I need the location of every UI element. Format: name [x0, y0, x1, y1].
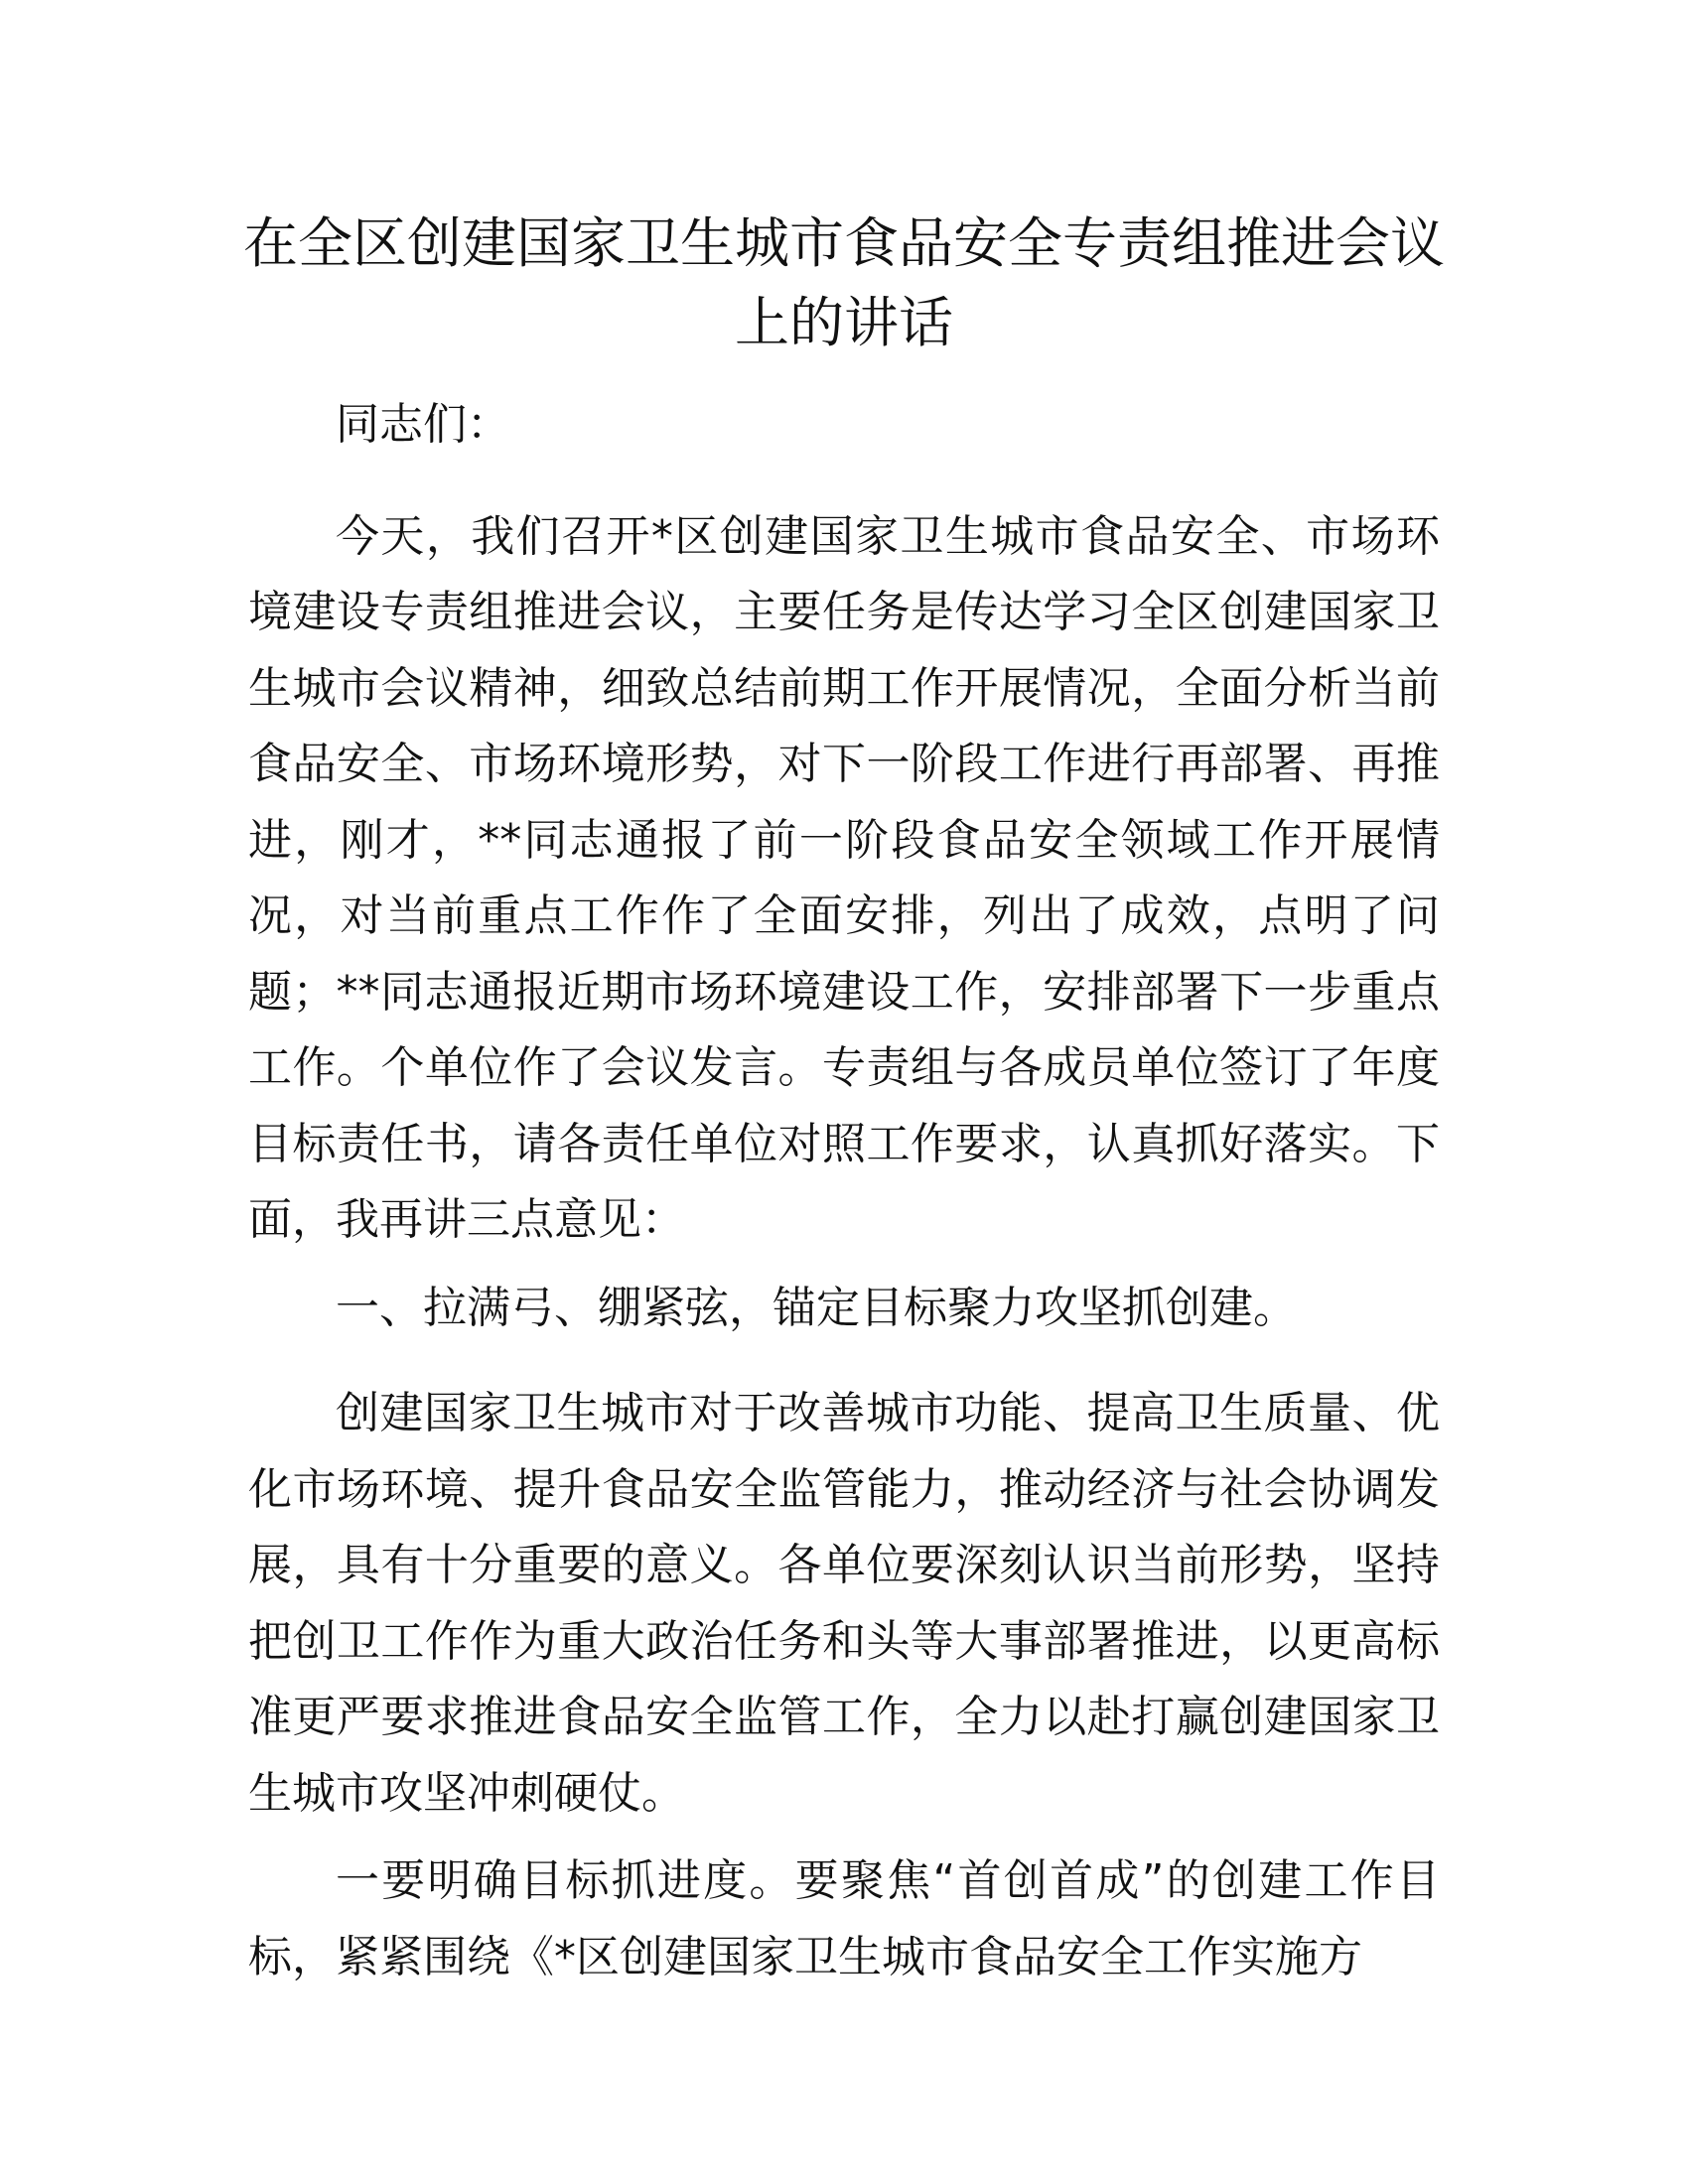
paragraph-significance: 创建国家卫生城市对于改善城市功能、提高卫生质量、优化市场环境、提升食品安全监管能力，推动经济与社会协调发展，具有十分重要的意义。各单位要深刻认识当前形势，坚持把创卫工作作为重大政治任务和头等大事部署推进，以更高标准更严要求推进食品安全监管工作，全力以赴打赢创建国家卫生城市攻坚冲刺硬仗。 [248, 1388, 1440, 1819]
document-body [248, 387, 1440, 2007]
section-heading-1: 一、拉满弓、绷紧弦，锚定目标聚力攻坚抓创建。 [336, 1282, 1297, 1333]
paragraph-opening: 今天，我们召开*区创建国家卫生城市食品安全、市场环境建设专责组推进会议，主要任务是传达学习全区创建国家卫生城市会议精神，细致总结前期工作开展情况，全面分析当前食品安全、市场环境形势，对下一阶段工作进行再部署、再推进，刚才，**同志通报了前一阶段食品安全领域工作开展情况，对当前重点工作作了全面安排，列出了成效，点明了问题；**同志通报近期市场环境建设工作，安排部署下一步重点工作。个单位作了会议发言。专责组与各成员单位签订了年度目标责任书，请各责任单位对照工作要求，认真抓好落实。下面，我再讲三点意见： [248, 510, 1440, 1245]
document-title: 在全区创建国家卫生城市食品安全专责组推进会议上的讲话 [242, 211, 1445, 354]
paragraph-goal-progress: 一要明确目标抓进度。要聚焦“首创首成”的创建工作目标，紧紧围绕《*区创建国家卫生城市食品安全工作实施方 [248, 1855, 1440, 1982]
salutation: 同志们： [336, 399, 510, 450]
